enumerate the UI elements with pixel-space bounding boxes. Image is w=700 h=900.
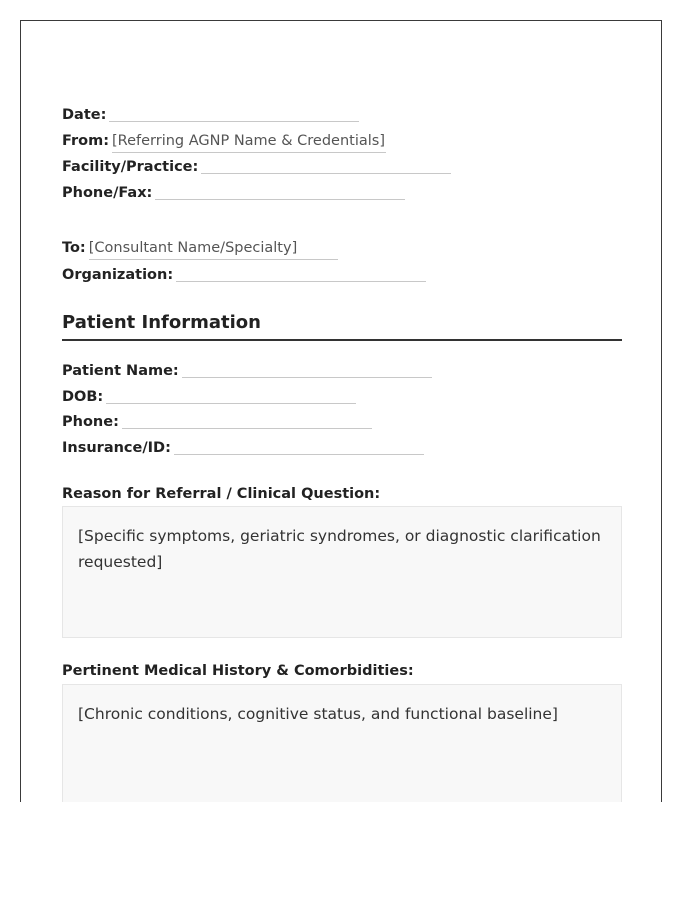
patient-information-heading: Patient Information: [62, 311, 622, 341]
from-row: [62, 129, 386, 153]
patient-name-label: Patient Name:: [62, 363, 179, 379]
date-label: Date:: [62, 107, 107, 123]
to-row: [62, 236, 338, 260]
date-row: [62, 103, 359, 127]
medical-history-title: Pertinent Medical History & Comorbidities:: [62, 663, 414, 679]
to-field[interactable]: [Consultant Name/Specialty]: [89, 238, 338, 260]
referral-reason-textarea[interactable]: [Specific symptoms, geriatric syndromes, or diagnostic clarification requested]: [62, 506, 622, 638]
from-field[interactable]: [Referring AGNP Name & Credentials]: [112, 131, 386, 153]
referral-document-page: [20, 20, 662, 802]
insurance-field[interactable]: [174, 440, 424, 455]
medical-history-textarea[interactable]: [Chronic conditions, cognitive status, and functional baseline]: [62, 684, 622, 802]
patient-name-field[interactable]: [182, 363, 432, 378]
organization-row: [62, 263, 426, 287]
dob-label: DOB:: [62, 389, 104, 405]
patient-name-row: [62, 359, 432, 383]
dob-field[interactable]: [106, 389, 356, 404]
from-label: From:: [62, 133, 109, 149]
phone-fax-row: [62, 181, 405, 205]
insurance-label: Insurance/ID:: [62, 440, 171, 456]
insurance-row: [62, 436, 424, 460]
phone-field[interactable]: [122, 414, 372, 429]
date-field[interactable]: [109, 107, 359, 122]
facility-label: Facility/Practice:: [62, 159, 199, 175]
to-label: To:: [62, 240, 86, 256]
phone-fax-field[interactable]: [155, 185, 405, 200]
facility-field[interactable]: [201, 159, 451, 174]
facility-row: [62, 155, 451, 179]
referral-reason-title: Reason for Referral / Clinical Question:: [62, 486, 381, 502]
organization-label: Organization:: [62, 267, 174, 283]
organization-field[interactable]: [176, 267, 426, 282]
dob-row: [62, 385, 356, 409]
phone-label: Phone:: [62, 414, 119, 430]
phone-fax-label: Phone/Fax:: [62, 185, 153, 201]
phone-row: [62, 410, 372, 434]
